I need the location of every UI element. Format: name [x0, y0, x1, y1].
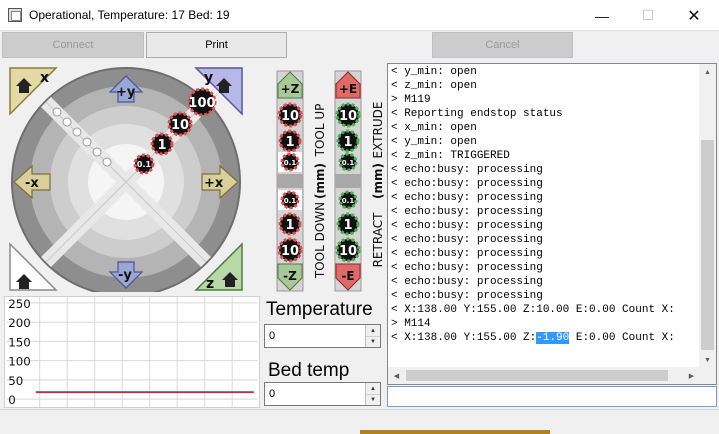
- app-icon: [8, 8, 22, 22]
- step-badge-10: [169, 113, 191, 135]
- minimize-button[interactable]: —: [595, 7, 609, 24]
- console-line: < echo:busy: processing: [391, 262, 543, 274]
- scroll-corner: [699, 367, 716, 384]
- z-up-10-label: 10: [280, 109, 300, 124]
- step-badge-1: [152, 134, 172, 154]
- extrude-label: EXTRUDE: [371, 101, 385, 159]
- e-up-1-label: 1: [343, 135, 353, 150]
- step-100-label: 100: [188, 96, 216, 111]
- e-down-10-button[interactable]: [337, 239, 359, 261]
- console-line: < echo:busy: processing: [391, 290, 543, 302]
- minus-e-label: -E: [341, 269, 355, 283]
- y-tick-label: 100: [8, 354, 31, 369]
- z-up-1-button[interactable]: [280, 131, 300, 151]
- bed-temp-input[interactable]: [265, 383, 365, 405]
- temperature-spin-arrows[interactable]: [365, 325, 380, 347]
- scroll-thumb[interactable]: [701, 140, 714, 350]
- z-down-01-label: 0.1: [283, 197, 297, 205]
- e-down-01-button[interactable]: [340, 192, 356, 208]
- home-y-label: y: [204, 70, 214, 86]
- e-up-1-button[interactable]: [338, 131, 358, 151]
- e-unit-label: (mm): [371, 163, 385, 199]
- scroll-thumb[interactable]: [406, 370, 668, 381]
- window-title: Operational, Temperature: 17 Bed: 19: [29, 8, 230, 22]
- print-button[interactable]: Print: [146, 32, 287, 58]
- z-up-01-button[interactable]: [278, 152, 302, 172]
- console-line: < echo:busy: processing: [391, 220, 543, 232]
- console-line: < z_min: TRIGGERED: [391, 150, 510, 162]
- console-lines: [391, 65, 696, 369]
- y-tick-label: 200: [8, 316, 31, 331]
- console-selection: -1.90: [536, 332, 570, 344]
- console-line: < Reporting endstop status: [391, 108, 563, 120]
- z-down-01-button[interactable]: [278, 190, 302, 210]
- scroll-down-icon[interactable]: ▼: [704, 357, 711, 364]
- spin-down-icon[interactable]: ▼: [366, 394, 380, 405]
- console-vertical-scrollbar[interactable]: [699, 64, 716, 369]
- z-up-10-button[interactable]: [279, 104, 301, 126]
- y-tick-label: 150: [8, 335, 31, 350]
- temperature-input[interactable]: [265, 325, 365, 347]
- e-down-1-label: 1: [343, 218, 353, 233]
- home-z-label: z: [206, 276, 215, 292]
- z-down-10-label: 10: [280, 244, 300, 259]
- bed-spin-arrows[interactable]: [365, 383, 380, 405]
- temperature-spinbox[interactable]: [264, 324, 381, 348]
- console-line: < echo:busy: processing: [391, 192, 543, 204]
- z-jog-pad: [276, 70, 330, 292]
- step-1-label: 1: [157, 138, 167, 153]
- console-line: < echo:busy: processing: [391, 234, 543, 246]
- y-tick-label: 250: [8, 296, 31, 311]
- temperature-label: Temperature: [266, 299, 373, 320]
- tool-down-label: TOOL DOWN: [313, 201, 327, 279]
- e-down-1-button[interactable]: [338, 214, 358, 234]
- step-01-label: 0.1: [136, 160, 152, 169]
- console-line: > M114: [391, 318, 431, 330]
- console-line: < echo:busy: processing: [391, 276, 543, 288]
- scroll-right-icon[interactable]: ▶: [688, 372, 695, 380]
- xy-jog-pad: [8, 66, 244, 292]
- console-line: < echo:busy: processing: [391, 178, 543, 190]
- console-line: < echo:busy: processing: [391, 164, 543, 176]
- z-down-10-button[interactable]: [279, 239, 301, 261]
- console-line: < y_min: open: [391, 136, 477, 148]
- step-10-label: 10: [170, 118, 190, 133]
- cancel-button[interactable]: Cancel: [432, 32, 573, 58]
- console-line: < z_min: open: [391, 80, 477, 92]
- minus-y-label: -y: [118, 268, 132, 283]
- bed-temp-spinbox[interactable]: [264, 382, 381, 406]
- e-up-10-label: 10: [338, 109, 358, 124]
- title-bar: [0, 0, 719, 31]
- plus-z-label: +Z: [280, 82, 300, 96]
- gcode-command-input[interactable]: [387, 386, 717, 407]
- spin-down-icon[interactable]: ▼: [366, 336, 380, 347]
- console-line: < x_min: open: [391, 122, 477, 134]
- console-line: [391, 331, 696, 345]
- y-tick-label: 50: [8, 373, 24, 388]
- console-line: < y_min: open: [391, 66, 477, 78]
- home-x-label: x: [40, 70, 50, 86]
- z-up-1-label: 1: [285, 135, 295, 150]
- console-line-suffix: E:0.00 Count X:: [569, 332, 675, 344]
- maximize-button: ☐: [641, 7, 655, 23]
- close-button[interactable]: ✕: [687, 7, 701, 25]
- z-unit-label: (mm): [313, 163, 327, 199]
- plus-e-label: +E: [338, 82, 358, 96]
- bed-temp-label: Bed temp: [268, 360, 350, 381]
- console-line: < X:138.00 Y:155.00 Z:10.00 E:0.00 Count X:: [391, 304, 675, 316]
- spin-up-icon[interactable]: ▲: [366, 383, 380, 394]
- e-down-10-label: 10: [338, 244, 358, 259]
- plus-y-label: +y: [116, 85, 136, 100]
- console-line-prefix: < X:138.00 Y:155.00 Z:: [391, 332, 537, 344]
- z-down-1-button[interactable]: [280, 214, 300, 234]
- scroll-up-icon[interactable]: ▲: [704, 69, 711, 76]
- spin-up-icon[interactable]: ▲: [366, 325, 380, 336]
- plus-x-label: +x: [204, 176, 224, 191]
- minus-x-label: -x: [25, 176, 39, 191]
- z-down-1-label: 1: [285, 218, 295, 233]
- e-up-01-button[interactable]: [340, 154, 356, 170]
- e-down-01-label: 0.1: [341, 197, 355, 205]
- connect-button[interactable]: Connect: [2, 32, 144, 58]
- temperature-graph: [4, 296, 260, 408]
- e-up-10-button[interactable]: [337, 104, 359, 126]
- z-up-01-label: 0.1: [283, 159, 297, 167]
- minus-z-label: -Z: [283, 269, 297, 283]
- console-horizontal-scrollbar[interactable]: [388, 367, 700, 384]
- console-line: < echo:busy: processing: [391, 248, 543, 260]
- console-line: > M119: [391, 94, 431, 106]
- scroll-left-icon[interactable]: ◀: [393, 372, 400, 380]
- taskbar-strip: [360, 430, 550, 434]
- retract-label: RETRACT: [371, 212, 385, 268]
- console-log[interactable]: [387, 63, 717, 385]
- tool-up-label: TOOL UP: [313, 103, 327, 157]
- y-tick-label: 0: [8, 393, 16, 408]
- e-jog-pad: [334, 70, 388, 292]
- console-line: < echo:busy: processing: [391, 206, 543, 218]
- e-up-01-label: 0.1: [341, 159, 355, 167]
- step-badge-01: [135, 155, 153, 173]
